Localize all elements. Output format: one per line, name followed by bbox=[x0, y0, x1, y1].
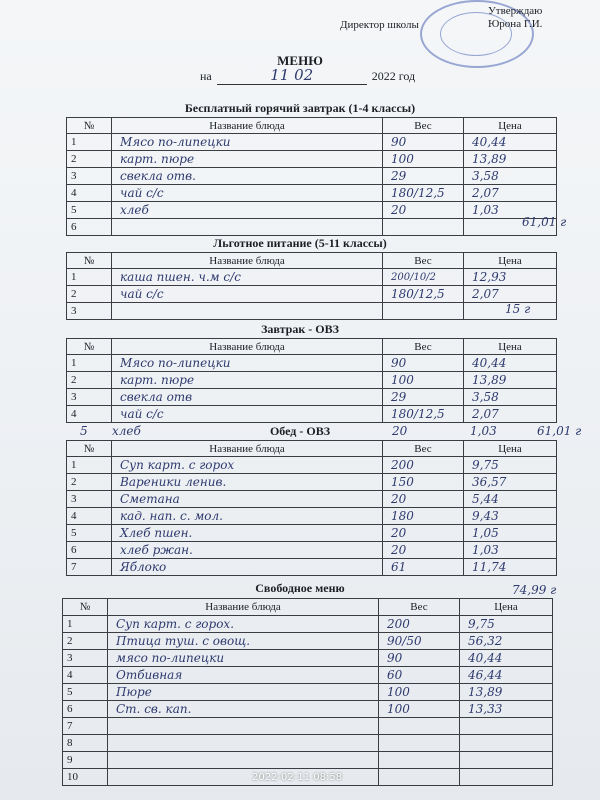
table-row: 7 bbox=[63, 718, 553, 735]
table-row: 6 хлеб ржан. 20 1,03 bbox=[67, 542, 557, 559]
director-label: Директор школы bbox=[340, 19, 419, 31]
table-free-breakfast bbox=[66, 117, 557, 236]
table-row: 4 чай с/с 180/12,5 2,07 bbox=[67, 185, 557, 202]
table-row: 2 чай с/с 180/12,5 2,07 bbox=[67, 286, 557, 303]
section-title-free-breakfast: Бесплатный горячий завтрак (1-4 классы) bbox=[184, 101, 416, 115]
table-row: 10 bbox=[63, 769, 553, 786]
table-row: 2 Вареники ленив. 150 36,57 bbox=[67, 474, 557, 491]
col-weight: Вес bbox=[383, 441, 464, 457]
table-ovz-breakfast bbox=[66, 338, 557, 423]
col-price: Цена bbox=[464, 441, 557, 457]
table-free-menu bbox=[62, 598, 553, 786]
table-row: 5 Хлеб пшен. 20 1,05 bbox=[67, 525, 557, 542]
table-row: 1 каша пшен. ч.м с/с 200/10/2 12,93 bbox=[67, 269, 557, 286]
col-no: № bbox=[67, 253, 112, 269]
table-benefit bbox=[66, 252, 557, 320]
table-row: 3 свекла отв 29 3,58 bbox=[67, 389, 557, 406]
table-row: 3 Сметана 20 5,44 bbox=[67, 491, 557, 508]
table-row: 4 чай с/с 180/12,5 2,07 bbox=[67, 406, 557, 423]
table-row: 2 карт. пюре 100 13,89 bbox=[67, 151, 557, 168]
table-row: 2 Птица туш. с овощ. 90/50 56,32 bbox=[63, 633, 553, 650]
col-weight: Вес bbox=[379, 599, 460, 616]
extra-row-no: 5 bbox=[80, 424, 88, 438]
col-price: Цена bbox=[464, 253, 557, 269]
section-title-ovz-lunch: Обед - ОВЗ bbox=[269, 424, 331, 438]
table-row: 1 Мясо по-липецки 90 40,44 bbox=[67, 355, 557, 372]
col-dish: Название блюда bbox=[112, 339, 383, 355]
col-weight: Вес bbox=[383, 339, 464, 355]
table-row: 5 Пюре 100 13,89 bbox=[63, 684, 553, 701]
approve-label: Утверждаю bbox=[488, 5, 543, 17]
date-value: 11 02 bbox=[270, 66, 314, 84]
date-prefix: на bbox=[200, 69, 212, 83]
table-row: 3 свекла отв. 29 3,58 bbox=[67, 168, 557, 185]
col-no: № bbox=[63, 599, 108, 616]
table-row: 8 bbox=[63, 735, 553, 752]
table-row: 2 карт. пюре 100 13,89 bbox=[67, 372, 557, 389]
col-dish: Название блюда bbox=[112, 441, 383, 457]
col-price: Цена bbox=[460, 599, 553, 616]
table-row: 5 хлеб 20 1,03 bbox=[67, 202, 557, 219]
table-row: 1 Суп карт. с горох 200 9,75 bbox=[67, 457, 557, 474]
table-row: 6 bbox=[67, 219, 557, 236]
table-row: 3 мясо по-липецки 90 40,44 bbox=[63, 650, 553, 667]
col-no: № bbox=[67, 118, 112, 134]
page-title: МЕНЮ bbox=[277, 53, 323, 68]
col-no: № bbox=[67, 441, 112, 457]
date-year: 2022 год bbox=[371, 69, 416, 83]
table-ovz-lunch bbox=[66, 440, 557, 576]
section-total: 61,01 г bbox=[537, 424, 582, 438]
table-row: 3 bbox=[67, 303, 557, 320]
col-weight: Вес bbox=[383, 118, 464, 134]
extra-row-dish: хлеб bbox=[112, 424, 141, 438]
section-title-free-menu: Свободное меню bbox=[255, 581, 345, 595]
col-dish: Название блюда bbox=[112, 118, 383, 134]
table-row: 1 Мясо по-липецки 90 40,44 bbox=[67, 134, 557, 151]
table-row: 1 Суп карт. с горох. 200 9,75 bbox=[63, 616, 553, 633]
approval-block bbox=[488, 5, 542, 31]
extra-row-price: 1,03 bbox=[470, 424, 497, 438]
extra-row-weight: 20 bbox=[392, 424, 408, 438]
col-price: Цена bbox=[464, 339, 557, 355]
director-name: Юрона Г.И. bbox=[488, 18, 543, 30]
section-total: 15 г bbox=[505, 302, 531, 316]
section-total: 61,01 г bbox=[522, 215, 567, 229]
col-price: Цена bbox=[464, 118, 557, 134]
section-title-benefit: Льготное питание (5-11 классы) bbox=[213, 236, 387, 250]
date-line bbox=[200, 66, 415, 85]
section-total: 74,99 г bbox=[512, 583, 557, 597]
col-dish: Название блюда bbox=[108, 599, 379, 616]
table-row: 7 Яблоко 61 11,74 bbox=[67, 559, 557, 576]
col-no: № bbox=[67, 339, 112, 355]
table-row: 9 bbox=[63, 752, 553, 769]
section-title-ovz-breakfast: Завтрак - ОВЗ bbox=[261, 322, 339, 336]
table-row: 4 кад. нап. с. мол. 180 9,43 bbox=[67, 508, 557, 525]
table-row: 6 Ст. св. кап. 100 13,33 bbox=[63, 701, 553, 718]
col-weight: Вес bbox=[383, 253, 464, 269]
table-row: 4 Отбивная 60 46,44 bbox=[63, 667, 553, 684]
col-dish: Название блюда bbox=[112, 253, 383, 269]
photo-timestamp: 2022-02-11 08:58 bbox=[252, 772, 343, 783]
